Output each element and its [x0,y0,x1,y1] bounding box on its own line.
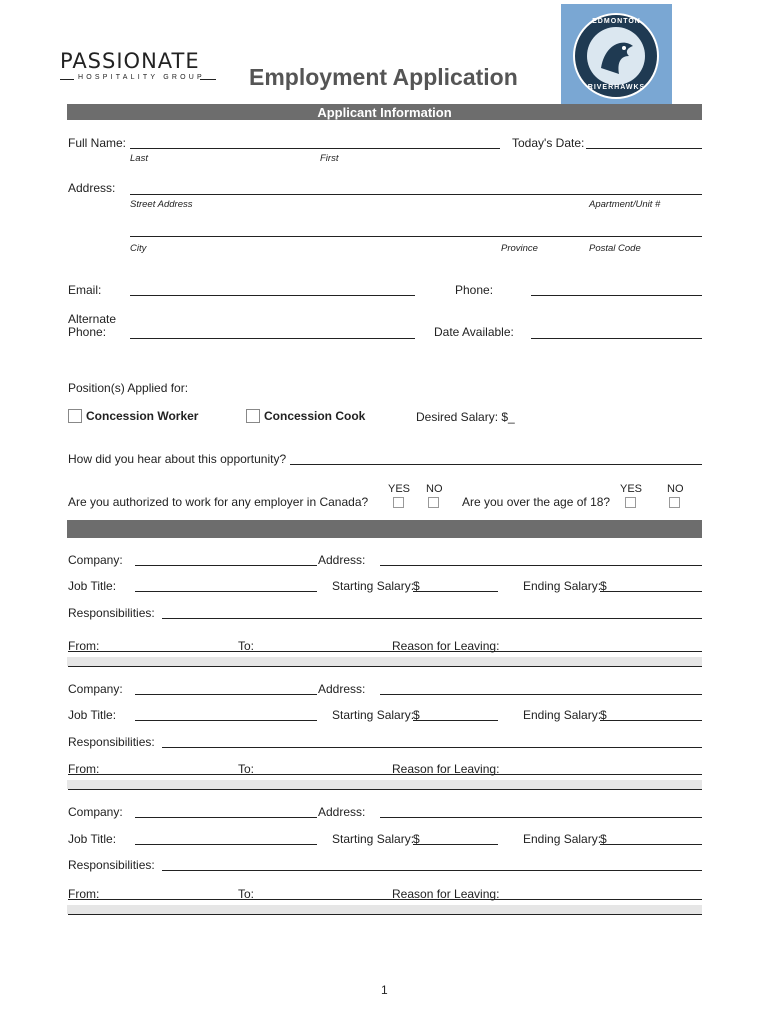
province-caption: Province [501,243,538,254]
logo-name: PASSIONATE [60,49,200,73]
applicant-section-title: Applicant Information [317,105,452,120]
starting-salary-field[interactable] [413,591,498,592]
to-label: To: [238,762,255,776]
email-label: Email: [68,283,102,297]
concession-cook-label: Concession Cook [264,409,366,423]
from-label: From: [68,639,100,653]
alternate-phone-label-line2: Phone: [68,325,107,339]
starting-salary-label: Starting Salary: [332,832,415,846]
authorized-yes-checkbox[interactable] [393,497,404,508]
block-bottom-line [68,666,702,667]
address-label: Address: [318,553,366,567]
job-title-label: Job Title: [68,579,117,593]
company-label: Company: [68,805,123,819]
last-name-caption: Last [130,153,148,164]
company-logo [60,50,220,86]
ending-salary-label: Ending Salary: [523,579,602,593]
job-title-label: Job Title: [68,708,117,722]
ending-salary-dollar: $ [600,708,607,722]
first-name-caption: First [320,153,339,164]
address-field[interactable] [380,817,702,818]
from-to-reason-field[interactable] [68,774,702,775]
address-label: Address: [318,805,366,819]
starting-salary-label: Starting Salary: [332,579,415,593]
street-address-caption: Street Address [130,199,193,210]
todays-date-field[interactable] [586,148,702,149]
concession-worker-label: Concession Worker [86,409,199,423]
job-title-field[interactable] [135,720,317,721]
ending-salary-dollar: $ [600,579,607,593]
ending-salary-dollar: $ [600,832,607,846]
from-to-reason-field[interactable] [68,899,702,900]
age-no-checkbox[interactable] [669,497,680,508]
concession-worker-checkbox[interactable] [68,409,82,423]
age-no-label: NO [667,483,684,495]
authorized-no-label: NO [426,483,443,495]
apartment-caption: Apartment/Unit # [589,199,661,210]
starting-salary-label: Starting Salary: [332,708,415,722]
company-field[interactable] [135,694,317,695]
team-bottom-text: RIVERHAWKS [587,84,646,91]
alternate-phone-label-line1: Alternate [68,312,117,326]
concession-cook-checkbox[interactable] [246,409,260,423]
reason-leaving-label: Reason for Leaving: [392,639,500,653]
age-yes-checkbox[interactable] [625,497,636,508]
starting-salary-dollar: $ [413,832,420,846]
row-separator [67,905,702,914]
team-logo [561,4,672,104]
employment-section-header [67,520,702,538]
starting-salary-field[interactable] [413,720,498,721]
row-separator [67,657,702,666]
phone-label: Phone: [455,283,494,297]
starting-salary-dollar: $ [413,579,420,593]
to-label: To: [238,639,255,653]
responsibilities-field[interactable] [162,870,702,871]
team-top-text: EDMONTON [592,18,641,25]
date-available-field[interactable] [531,338,702,339]
hear-about-label: How did you hear about this opportunity? [68,452,287,466]
reason-leaving-label: Reason for Leaving: [392,762,500,776]
full-name-field[interactable] [130,148,500,149]
block-bottom-line [68,914,702,915]
authorized-question: Are you authorized to work for any employer in Canada? [68,495,369,509]
company-label: Company: [68,553,123,567]
row-separator [67,780,702,789]
postal-code-caption: Postal Code [589,243,641,254]
desired-salary-label: Desired Salary: $_ [416,410,515,424]
reason-leaving-label: Reason for Leaving: [392,887,500,901]
from-label: From: [68,887,100,901]
page-number: 1 [381,983,388,997]
responsibilities-field[interactable] [162,747,702,748]
age-question: Are you over the age of 18? [462,495,611,509]
logo-subtitle: HOSPITALITY GROUP [78,74,205,81]
responsibilities-label: Responsibilities: [68,606,155,620]
from-label: From: [68,762,100,776]
responsibilities-label: Responsibilities: [68,735,155,749]
responsibilities-field[interactable] [162,618,702,619]
date-available-label: Date Available: [434,325,514,339]
to-label: To: [238,887,255,901]
ending-salary-field[interactable] [600,591,702,592]
address-field[interactable] [380,694,702,695]
address-label: Address: [318,682,366,696]
email-field[interactable] [130,295,415,296]
todays-date-label: Today's Date: [512,136,585,150]
positions-label: Position(s) Applied for: [68,381,189,395]
ending-salary-label: Ending Salary: [523,832,602,846]
city-field[interactable] [130,236,702,237]
starting-salary-dollar: $ [413,708,420,722]
full-name-label: Full Name: [68,136,127,150]
responsibilities-label: Responsibilities: [68,858,155,872]
alternate-phone-field[interactable] [130,338,415,339]
city-caption: City [130,243,147,254]
starting-salary-field[interactable] [413,844,498,845]
applicant-section-header [67,104,702,120]
ending-salary-field[interactable] [600,720,702,721]
company-label: Company: [68,682,123,696]
company-field[interactable] [135,817,317,818]
ending-salary-field[interactable] [600,844,702,845]
page-title: Employment Application [249,64,518,90]
job-title-field[interactable] [135,844,317,845]
hear-about-field[interactable] [290,464,702,465]
job-title-label: Job Title: [68,832,117,846]
company-field[interactable] [135,565,317,566]
authorized-yes-label: YES [388,483,411,495]
age-yes-label: YES [620,483,643,495]
job-title-field[interactable] [135,591,317,592]
from-to-reason-field[interactable] [68,651,702,652]
block-bottom-line [68,789,702,790]
address-field[interactable] [380,565,702,566]
street-address-field[interactable] [130,194,702,195]
address-label: Address: [68,181,116,195]
ending-salary-label: Ending Salary: [523,708,602,722]
authorized-no-checkbox[interactable] [428,497,439,508]
phone-field[interactable] [531,295,702,296]
